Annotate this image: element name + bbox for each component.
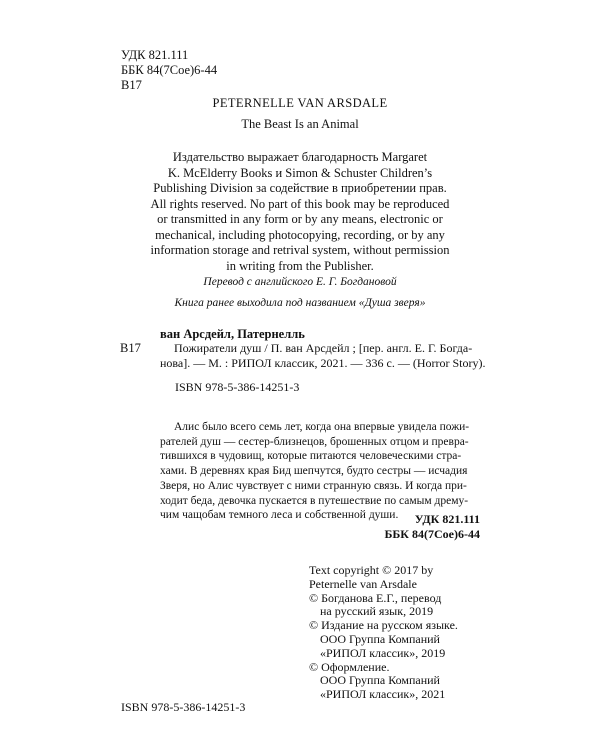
annotation-block: [160, 420, 476, 523]
acknowledgement-line: mechanical, including photocopying, recording, or by any: [155, 227, 445, 242]
catalog-description-line: Пожиратели душ / П. ван Арсдейл ; [пер. англ. Е. Г. Богда-: [174, 341, 473, 355]
annotation-line: рателей душ — сестер-близнецов, брошенных отцом и превра-: [160, 435, 469, 448]
copyright-line: © Оформление.: [309, 659, 390, 674]
annotation-line: чим чащобам темного леса и собственной души.: [160, 509, 399, 522]
translation-note: Перевод с английского Е. Г. Богдановой: [203, 276, 397, 288]
bbk-code: ББК 84(7Сое)6-44: [121, 63, 218, 77]
annotation-line: Зверя, но Алис чувствует с ними странную связь. И когда при-: [160, 479, 467, 492]
acknowledgement-block: [130, 150, 470, 274]
copyright-block: [309, 564, 458, 702]
copyright-line: «РИПОЛ классик», 2021: [320, 687, 446, 702]
udk-code: УДК 821.111: [121, 48, 189, 62]
annotation-line: хами. В деревнях края Бид шепчутся, будто сестры — исчадия: [160, 465, 468, 478]
copyright-line: на русский язык, 2019: [320, 604, 434, 619]
acknowledgement-line: information storage and retrival system, without permission: [150, 243, 450, 257]
acknowledgement-line: or transmitted in any form or by any means, electronic or: [157, 212, 443, 226]
copyright-line: © Богданова Е.Г., перевод: [309, 590, 442, 605]
copyright-line: Peternelle van Arsdale: [309, 576, 417, 591]
former-title-note: Книга ранее выходила под названием «Душа зверя»: [174, 297, 426, 309]
annotation-line: тившихся в чудовищ, которые питаются человеческими стра-: [160, 450, 462, 463]
catalog-author-heading: ван Арсдейл, Патернелль: [160, 327, 305, 341]
copyright-line: «РИПОЛ классик», 2019: [320, 645, 446, 660]
copyright-line: ООО Группа Компаний: [320, 673, 440, 688]
catalog-description: [160, 341, 486, 370]
annotation-line: Алис было всего семь лет, когда она впервые увидела пожи-: [174, 421, 470, 433]
acknowledgement-line: All rights reserved. No part of this book may be reproduced: [150, 196, 450, 211]
footer-isbn: ISBN 978-5-386-14251-3: [121, 700, 246, 714]
original-author: PETERNELLE VAN ARSDALE: [212, 96, 388, 110]
copyright-line: Text copyright © 2017 by: [309, 563, 434, 577]
footer-udk-code: УДК 821.111: [414, 512, 480, 526]
acknowledgement-line: in writing from the Publisher.: [226, 258, 374, 273]
acknowledgement-line: K. McElderry Books и Simon & Schuster Children’s: [167, 165, 433, 180]
author-mark-code: В17: [121, 78, 142, 92]
catalog-description-line: нова]. — М. : РИПОЛ классик, 2021. — 336 с. — (Horror Story).: [160, 355, 486, 370]
catalog-isbn: ISBN 978-5-386-14251-3: [175, 380, 300, 394]
annotation-line: ходит беда, девочка пускается в путешествие по самым дрему-: [160, 494, 469, 507]
acknowledgement-line: Publishing Division за содействие в приобретении прав.: [153, 181, 447, 195]
copyright-line: ООО Группа Компаний: [320, 631, 440, 646]
original-title: The Beast Is an Animal: [241, 117, 359, 131]
acknowledgement-line: Издательство выражает благодарность Margaret: [172, 150, 428, 164]
footer-bbk-code: ББК 84(7Сое)6-44: [384, 527, 480, 541]
copyright-line: © Издание на русском языке.: [309, 618, 458, 633]
header-codes: [121, 48, 217, 93]
catalog-code: В17: [120, 341, 141, 355]
